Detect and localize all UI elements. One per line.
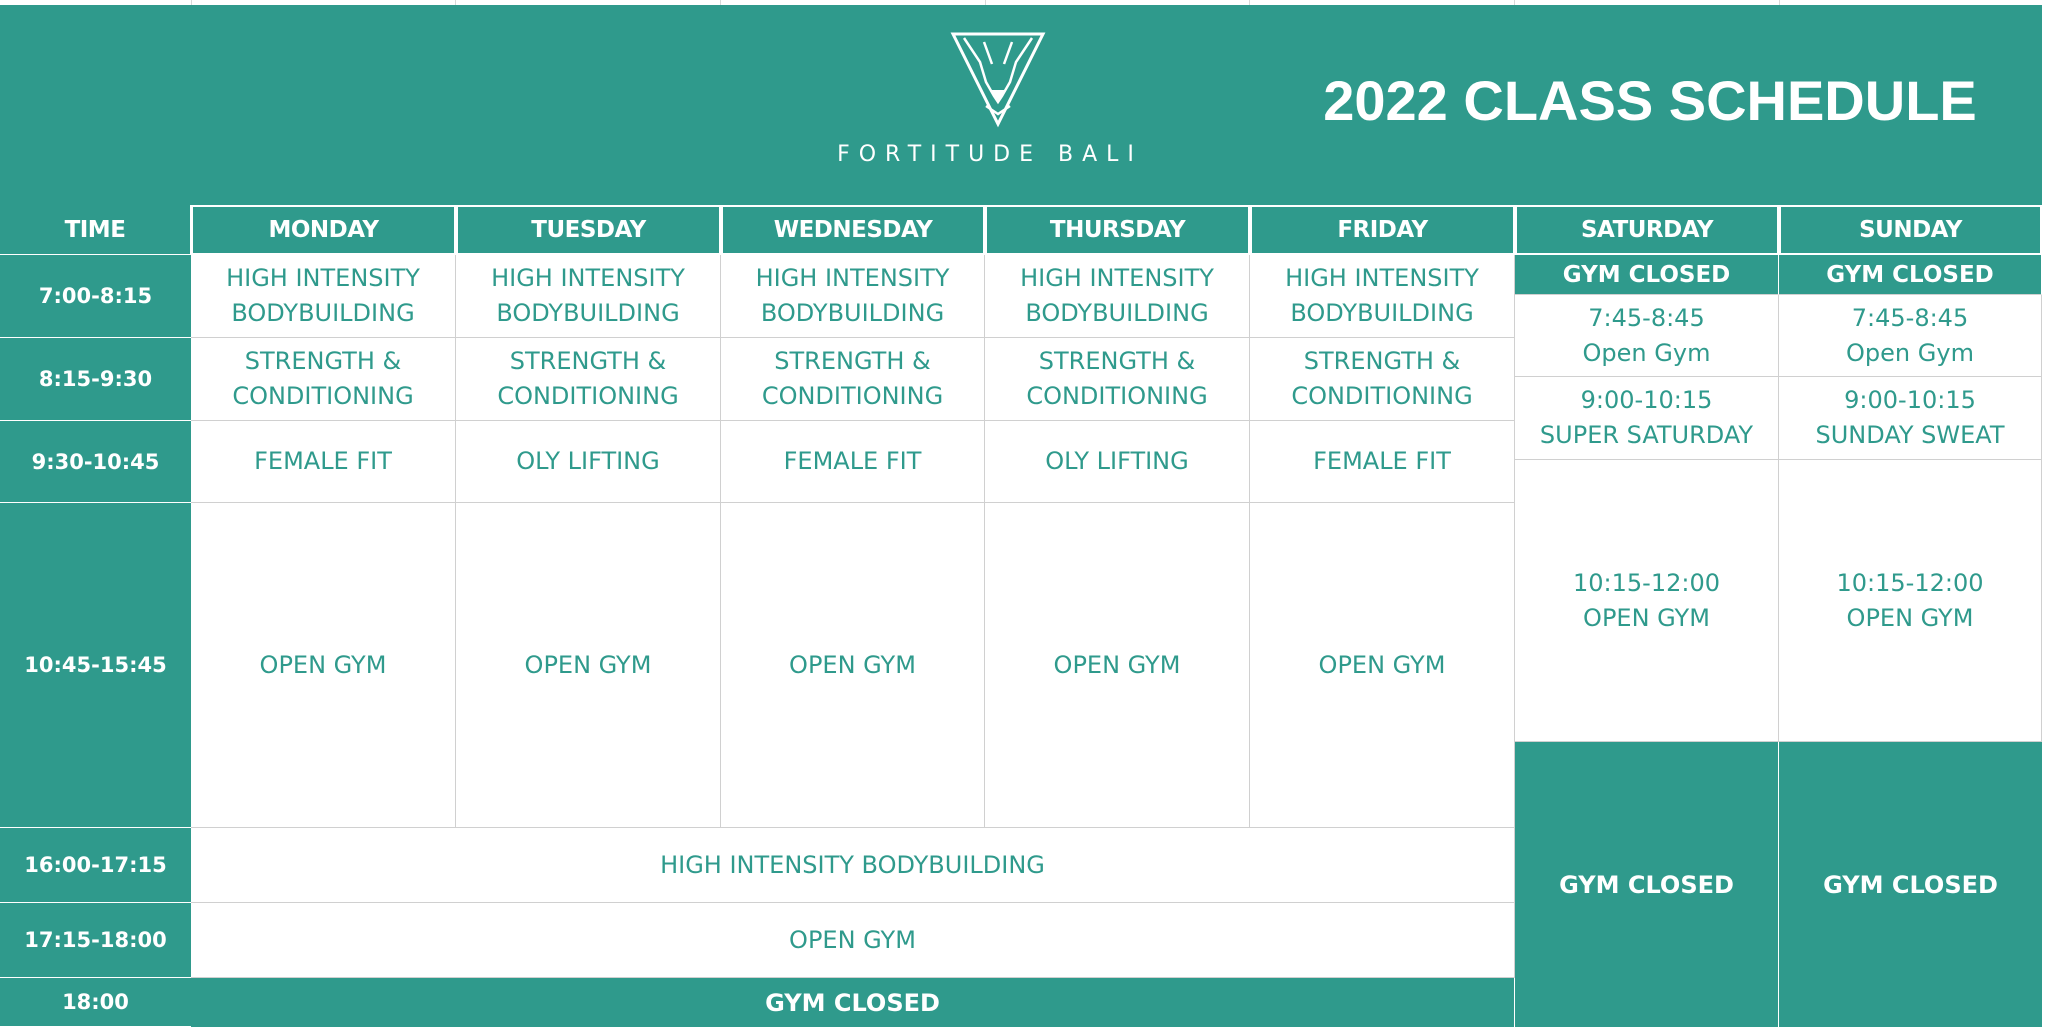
class-monday-1: HIGH INTENSITY BODYBUILDING <box>191 255 456 338</box>
class-weekday-evening-2: OPEN GYM <box>191 903 1515 978</box>
sunday-slot-1: 7:45-8:45 Open Gym <box>1779 295 2042 377</box>
time-slot-7: 18:00 <box>0 978 191 1027</box>
class-tuesday-2: STRENGTH & CONDITIONING <box>456 338 721 421</box>
class-friday-1: HIGH INTENSITY BODYBUILDING <box>1250 255 1515 338</box>
column-header-friday: FRIDAY <box>1250 205 1515 255</box>
class-thursday-1: HIGH INTENSITY BODYBUILDING <box>985 255 1250 338</box>
column-header-monday: MONDAY <box>191 205 456 255</box>
lion-logo-icon <box>950 32 1046 128</box>
class-weekday-evening-1: HIGH INTENSITY BODYBUILDING <box>191 828 1515 903</box>
time-slot-6: 17:15-18:00 <box>0 903 191 978</box>
sunday-slot-2: 9:00-10:15 SUNDAY SWEAT <box>1779 377 2042 460</box>
sunday-gym-closed-bottom: GYM CLOSED <box>1779 742 2042 1027</box>
column-header-wednesday: WEDNESDAY <box>721 205 985 255</box>
class-tuesday-4: OPEN GYM <box>456 503 721 828</box>
class-friday-4: OPEN GYM <box>1250 503 1515 828</box>
class-thursday-3: OLY LIFTING <box>985 421 1250 503</box>
column-header-tuesday: TUESDAY <box>456 205 721 255</box>
class-wednesday-1: HIGH INTENSITY BODYBUILDING <box>721 255 985 338</box>
class-friday-2: STRENGTH & CONDITIONING <box>1250 338 1515 421</box>
sunday-slot-3: 10:15-12:00 OPEN GYM <box>1779 460 2042 742</box>
class-monday-4: OPEN GYM <box>191 503 456 828</box>
saturday-gym-closed-bottom: GYM CLOSED <box>1515 742 1779 1027</box>
saturday-gym-closed-top: GYM CLOSED <box>1515 255 1779 295</box>
class-thursday-4: OPEN GYM <box>985 503 1250 828</box>
column-header-thursday: THURSDAY <box>985 205 1250 255</box>
class-wednesday-4: OPEN GYM <box>721 503 985 828</box>
class-monday-2: STRENGTH & CONDITIONING <box>191 338 456 421</box>
class-wednesday-3: FEMALE FIT <box>721 421 985 503</box>
class-thursday-2: STRENGTH & CONDITIONING <box>985 338 1250 421</box>
class-monday-3: FEMALE FIT <box>191 421 456 503</box>
saturday-slot-1: 7:45-8:45 Open Gym <box>1515 295 1779 377</box>
sunday-gym-closed-top: GYM CLOSED <box>1779 255 2042 295</box>
time-slot-2: 8:15-9:30 <box>0 338 191 421</box>
class-tuesday-3: OLY LIFTING <box>456 421 721 503</box>
logo-wordmark: FORTITUDE BALI <box>837 142 1143 167</box>
column-header-saturday: SATURDAY <box>1515 205 1779 255</box>
time-slot-4: 10:45-15:45 <box>0 503 191 828</box>
saturday-slot-2: 9:00-10:15 SUPER SATURDAY <box>1515 377 1779 460</box>
class-friday-3: FEMALE FIT <box>1250 421 1515 503</box>
column-header-sunday: SUNDAY <box>1779 205 2042 255</box>
weekday-gym-closed: GYM CLOSED <box>191 978 1515 1027</box>
class-wednesday-2: STRENGTH & CONDITIONING <box>721 338 985 421</box>
time-slot-1: 7:00-8:15 <box>0 255 191 338</box>
saturday-slot-3: 10:15-12:00 OPEN GYM <box>1515 460 1779 742</box>
page-title: 2022 CLASS SCHEDULE <box>1323 69 1977 132</box>
time-slot-3: 9:30-10:45 <box>0 421 191 503</box>
column-header-time: TIME <box>0 205 191 255</box>
class-tuesday-1: HIGH INTENSITY BODYBUILDING <box>456 255 721 338</box>
time-slot-5: 16:00-17:15 <box>0 828 191 903</box>
